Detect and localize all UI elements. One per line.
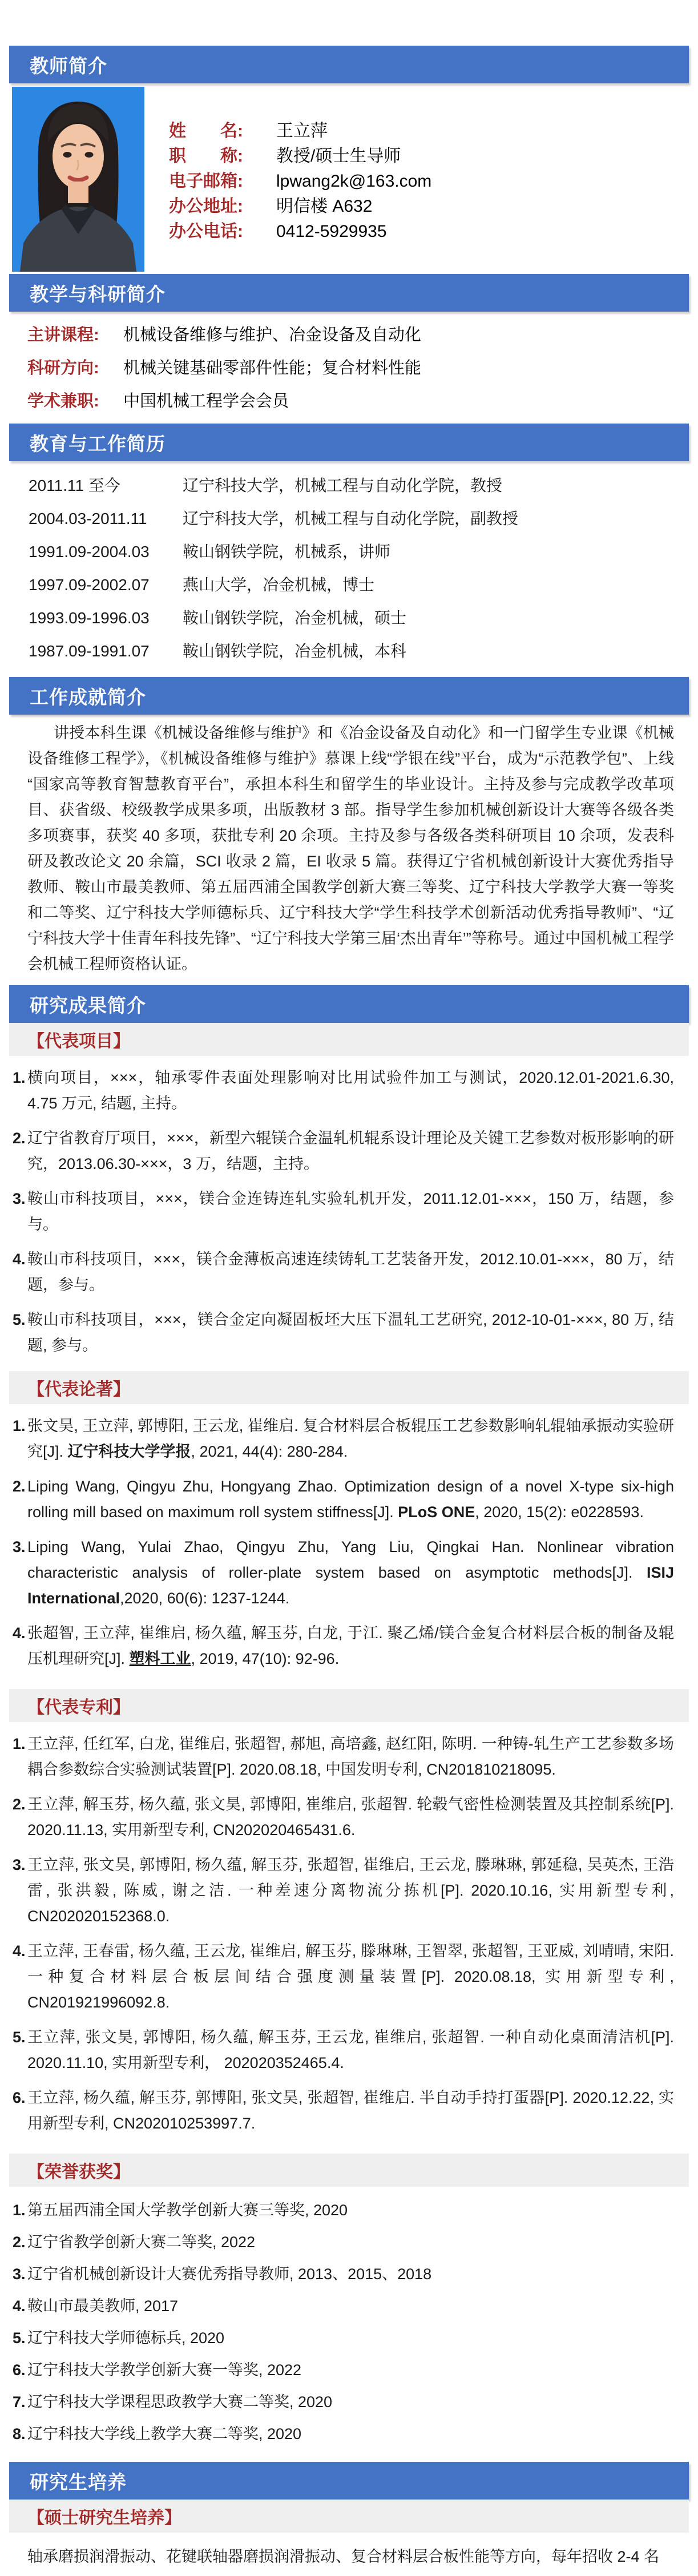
award-item — [13, 2388, 674, 2416]
publication-item — [13, 1413, 674, 1465]
project-text: 鞍山市科技项目，×××，镁合金薄板高速连续铸轧工艺装备开发，2012.10.01-×××，80 万，结题，参与。 — [27, 1251, 674, 1293]
field-value: 王立萍 — [276, 122, 328, 140]
section-bar-achievements — [9, 677, 689, 715]
award-text: 鞍山市最美教师, 2017 — [27, 2297, 179, 2315]
section-bar-teacher-intro — [9, 46, 689, 83]
patent-number: 1. — [13, 1735, 26, 1752]
education-rows — [0, 461, 698, 672]
patent-text: 王立萍, 张文昊, 郭博阳, 杨久蕴, 解玉芬, 张超智, 崔维启, 王云龙, 滕琳琳, 郭延稳, 吴英杰, 王浩雷, 张洪毅, 陈威, 谢之洁. 一种差速分离物流分拣机[P]. 2020.10.16, 实用新型专利, CN202020152368.0. — [27, 1856, 674, 1925]
award-text: 辽宁科技大学教学创新大赛一等奖, 2022 — [27, 2361, 302, 2379]
award-text: 辽宁科技大学师德标兵, 2020 — [27, 2329, 225, 2347]
patent-text: 王立萍, 王春雷, 杨久蕴, 王云龙, 崔维启, 解玉芬, 滕琳琳, 王智翠, 张超智, 王亚威, 刘晴晴, 宋阳. 一种复合材料层合板层间结合强度测量装置[P]. 2020.08.18, 实用新型专利, CN201921996092.8. — [27, 1942, 674, 2011]
profile-field-row — [169, 217, 689, 242]
profile-field-row — [169, 192, 689, 217]
patent-item — [13, 2085, 674, 2136]
publication-citation: , 2020, 15(2): e0228593. — [475, 1503, 644, 1521]
project-number: 2. — [13, 1130, 26, 1147]
teaching-row — [27, 319, 675, 352]
award-item — [13, 2196, 674, 2224]
field-label: 姓 名: — [169, 122, 243, 140]
subsection-title-awards: 【荣誉获奖】 — [27, 2163, 130, 2182]
teacher-photo — [12, 87, 144, 272]
education-row — [29, 535, 675, 569]
subsection-title-master: 【硕士研究生培养】 — [27, 2509, 181, 2527]
project-text: 横向项目，×××，轴承零件表面处理影响对比用试验件加工与测试，2020.12.01-2021.6.30, 4.75 万元, 结题, 主持。 — [27, 1069, 674, 1112]
award-text: 第五届西浦全国大学教学创新大赛三等奖, 2020 — [27, 2202, 348, 2219]
achievements-paragraph: 讲授本科生课《机械设备维修与维护》和《冶金设备及自动化》和一门留学生专业课《机械设备维修工程学》，《机械设备维修与维护》慕课上线“学银在线”平台，成为“示范教学包”、上线“国家高等教育智慧教育平台”，承担本科生和留学生的毕业设计。主持及参与完成教学改革项目、获省级、校级教学成果多项，出版教材 3 部。指导学生参加机械创新设计大赛等各级各类多项赛事，获奖 40 多项，获批专利 20 余项。主持及参与各级各类科研项目 10 余项，发表科研及教改论文 20 余篇，SCI 收录 2 篇，EI 收录 5 篇。获得辽宁省机械创新设计大赛优秀指导教师、鞍山市最美教师、第五届西浦全国教学创新大赛三等奖、辽宁科技大学教学大赛一等奖和二等奖、辽宁科技大学师德标兵、辽宁科技大学“学生科技学术创新活动优秀指导教师”、“辽宁科技大学十佳青年科技先锋”、“辽宁科技大学第三届‘杰出青年’”等称号。通过中国机械工程学会机械工程师资格认证。 — [27, 724, 674, 973]
publications-list — [0, 1404, 698, 1684]
education-detail: 辽宁科技大学，机械工程与自动化学院，副教授 — [183, 510, 519, 527]
project-item — [13, 1126, 674, 1177]
teaching-value: 机械关键基础零部件性能；复合材料性能 — [123, 359, 422, 377]
subsection-band-publications — [9, 1371, 689, 1404]
award-text: 辽宁省机械创新设计大赛优秀指导教师, 2013、2015、2018 — [27, 2265, 432, 2283]
publication-text — [27, 1417, 674, 1460]
award-item — [13, 2260, 674, 2288]
profile-info — [169, 87, 689, 272]
publication-authors-title: 张超智, 王立萍, 崔维启, 杨久蕴, 解玉芬, 白龙, 于江. 聚乙烯/镁合金复合材料层合板的制备及辊压机理研究[J]. — [27, 1624, 674, 1667]
education-period: 2011.11 至今 — [29, 477, 120, 494]
education-period: 1987.09-1991.07 — [29, 642, 150, 660]
publication-number: 2. — [13, 1478, 26, 1495]
publication-journal: PLoS ONE — [398, 1503, 475, 1521]
field-value: 明信楼 A632 — [276, 197, 373, 216]
award-number: 8. — [13, 2425, 26, 2442]
field-label: 办公地址: — [169, 197, 243, 216]
section-title-education: 教育与工作简历 — [30, 433, 166, 454]
award-item — [13, 2228, 674, 2256]
field-label: 办公电话: — [169, 222, 243, 241]
project-number: 5. — [13, 1311, 26, 1328]
patent-item — [13, 1792, 674, 1843]
subsection-band-awards — [9, 2154, 689, 2187]
section-title-teacher-intro: 教师简介 — [30, 55, 107, 76]
teaching-row — [27, 352, 675, 385]
project-number: 3. — [13, 1190, 26, 1207]
project-item — [13, 1307, 674, 1358]
publication-journal: ISIJ International — [27, 1564, 674, 1607]
subsection-title-projects: 【代表项目】 — [27, 1032, 130, 1051]
education-detail: 鞍山钢铁学院，冶金机械，本科 — [183, 642, 407, 660]
profile-field-row — [169, 116, 689, 142]
subsection-band-master — [9, 2500, 689, 2533]
field-value: 0412-5929935 — [276, 222, 387, 241]
patent-number: 4. — [13, 1942, 26, 1960]
teaching-label: 学术兼职: — [27, 392, 99, 410]
publication-text — [27, 1478, 674, 1521]
patent-number: 6. — [13, 2089, 26, 2106]
publication-number: 3. — [13, 1538, 26, 1555]
teaching-label: 主讲课程: — [27, 326, 99, 344]
publication-item — [13, 1534, 674, 1611]
profile-block — [12, 87, 689, 272]
publication-authors-title: 张文昊, 王立萍, 郭博阳, 王云龙, 崔维启. 复合材料层合板辊压工艺参数影响轧辊轴承振动实验研究[J]. — [27, 1417, 674, 1460]
awards-list — [0, 2187, 698, 2455]
publication-citation: , 2019, 47(10): 92-96. — [191, 1650, 340, 1667]
award-item — [13, 2324, 674, 2352]
publication-item — [13, 1474, 674, 1525]
award-number: 1. — [13, 2202, 26, 2219]
education-row — [29, 602, 675, 635]
publication-number: 4. — [13, 1624, 26, 1642]
section-bar-education — [9, 424, 689, 461]
award-item — [13, 2292, 674, 2320]
education-row — [29, 502, 675, 535]
publication-citation: , 2021, 44(4): 280-284. — [191, 1443, 348, 1460]
teaching-label: 科研方向: — [27, 359, 99, 377]
project-number: 4. — [13, 1251, 26, 1268]
section-title-research: 研究成果简介 — [30, 994, 146, 1016]
patent-text: 王立萍, 杨久蕴, 解玉芬, 郭博阳, 张文昊, 张超智, 崔维启. 半自动手持打蛋器[P]. 2020.12.22, 实用新型专利, CN202010253997.7. — [27, 2089, 674, 2132]
project-text: 辽宁省教育厅项目，×××，新型六辊镁合金温轧机辊系设计理论及关键工艺参数对板形影响的研究，2013.06.30-×××，3 万，结题，主持。 — [27, 1130, 674, 1172]
publication-text — [27, 1538, 674, 1607]
section-bar-teaching — [9, 274, 689, 312]
project-item — [13, 1186, 674, 1237]
projects-list — [0, 1056, 698, 1371]
project-item — [13, 1247, 674, 1298]
patent-item — [13, 1938, 674, 2015]
publication-authors-title: Liping Wang, Yulai Zhao, Qingyu Zhu, Yang Liu, Qingkai Han. Nonlinear vibration characteristic analysis of roller-plate system based on asymptotic methods[J]. — [27, 1538, 674, 1581]
award-number: 3. — [13, 2265, 26, 2283]
education-row — [29, 635, 675, 668]
profile-fields — [169, 116, 689, 242]
education-period: 1991.09-2004.03 — [29, 543, 150, 561]
award-number: 4. — [13, 2297, 26, 2315]
field-label: 职 称: — [169, 147, 243, 166]
section-title-teaching: 教学与科研简介 — [30, 283, 166, 305]
education-period: 2004.03-2011.11 — [29, 510, 147, 527]
teaching-value: 机械设备维修与维护、冶金设备及自动化 — [123, 326, 422, 344]
subsection-title-patents: 【代表专利】 — [27, 1698, 130, 1717]
patent-number: 3. — [13, 1856, 26, 1873]
field-label: 电子邮箱: — [169, 172, 243, 191]
publication-citation: ,2020, 60(6): 1237-1244. — [120, 1590, 290, 1607]
graduate-paragraph: 轴承磨损润滑振动、花键联轴器磨损润滑振动、复合材料层合板性能等方向，每年招收 2-4 名 — [27, 2548, 660, 2565]
patent-text: 王立萍, 任红军, 白龙, 崔维启, 张超智, 郝旭, 高培鑫, 赵红阳, 陈明. 一种铸-轧生产工艺参数多场耦合参数综合实验测试装置[P]. 2020.08.18, 中国发明专利, CN201810218095. — [27, 1735, 674, 1778]
patent-text: 王立萍, 张文昊, 郭博阳, 杨久蕴, 解玉芬, 王云龙, 崔维启, 张超智. 一种自动化桌面清洁机[P]. 2020.11.10, 实用新型专利， 202020352465.4. — [27, 2029, 674, 2071]
education-period: 1993.09-1996.03 — [29, 609, 150, 627]
education-row — [29, 469, 675, 502]
teaching-value: 中国机械工程学会会员 — [123, 392, 289, 410]
field-value: 教授/硕士生导师 — [276, 147, 401, 166]
publication-journal: 辽宁科技大学学报 — [67, 1443, 191, 1460]
award-number: 2. — [13, 2234, 26, 2251]
publication-item — [13, 1620, 674, 1672]
profile-field-row — [169, 167, 689, 192]
project-text: 鞍山市科技项目，×××，镁合金连铸连轧实验轧机开发，2011.12.01-×××，150 万，结题，参与。 — [27, 1190, 674, 1233]
education-detail: 燕山大学，冶金机械，博士 — [183, 576, 375, 594]
field-value: lpwang2k@163.com — [276, 172, 432, 191]
award-text: 辽宁科技大学课程思政教学大赛二等奖, 2020 — [27, 2393, 333, 2410]
patent-text: 王立萍, 解玉芬, 杨久蕴, 张文昊, 郭博阳, 崔维启, 张超智. 轮毂气密性检测装置及其控制系统[P]. 2020.11.13, 实用新型专利, CN202020465431.6. — [27, 1796, 674, 1839]
section-bar-research — [9, 985, 689, 1023]
subsection-band-projects — [9, 1023, 689, 1056]
profile-field-row — [169, 142, 689, 167]
patent-number: 2. — [13, 1796, 26, 1813]
education-row — [29, 569, 675, 602]
portrait-illustration — [12, 87, 144, 272]
section-title-achievements: 工作成就简介 — [30, 686, 146, 708]
patent-item — [13, 1852, 674, 1929]
teaching-row — [27, 385, 675, 418]
publication-number: 1. — [13, 1417, 26, 1434]
award-item — [13, 2356, 674, 2384]
publication-journal: 塑料工业 — [129, 1650, 191, 1667]
section-title-graduate: 研究生培养 — [30, 2471, 127, 2493]
patent-item — [13, 1731, 674, 1783]
award-number: 7. — [13, 2393, 26, 2410]
award-number: 6. — [13, 2361, 26, 2379]
subsection-band-patents — [9, 1689, 689, 1722]
teaching-rows — [0, 312, 698, 424]
publication-authors-title: Liping Wang, Qingyu Zhu, Hongyang Zhao. Optimization design of a novel X-type six-high rolling mill based on maximum roll system stiffness[J]. — [27, 1478, 674, 1521]
section-bar-graduate — [9, 2462, 689, 2500]
education-detail: 鞍山钢铁学院，机械系，讲师 — [183, 543, 391, 561]
patent-number: 5. — [13, 2029, 26, 2046]
subsection-title-publications: 【代表论著】 — [27, 1380, 130, 1399]
award-number: 5. — [13, 2329, 26, 2347]
education-period: 1997.09-2002.07 — [29, 576, 150, 594]
patent-item — [13, 2025, 674, 2076]
award-text: 辽宁省教学创新大赛二等奖, 2022 — [27, 2234, 256, 2251]
project-number: 1. — [13, 1069, 26, 1086]
award-item — [13, 2420, 674, 2448]
publication-text — [27, 1624, 674, 1667]
education-detail: 辽宁科技大学，机械工程与自动化学院，教授 — [183, 477, 503, 494]
project-text: 鞍山市科技项目，×××，镁合金定向凝固板坯大压下温轧工艺研究, 2012-10-01-×××, 80 万, 结题, 参与。 — [27, 1311, 674, 1354]
education-detail: 鞍山钢铁学院，冶金机械，硕士 — [183, 609, 407, 627]
patents-list — [0, 1722, 698, 2149]
project-item — [13, 1065, 674, 1116]
award-text: 辽宁科技大学线上教学大赛二等奖, 2020 — [27, 2425, 302, 2442]
